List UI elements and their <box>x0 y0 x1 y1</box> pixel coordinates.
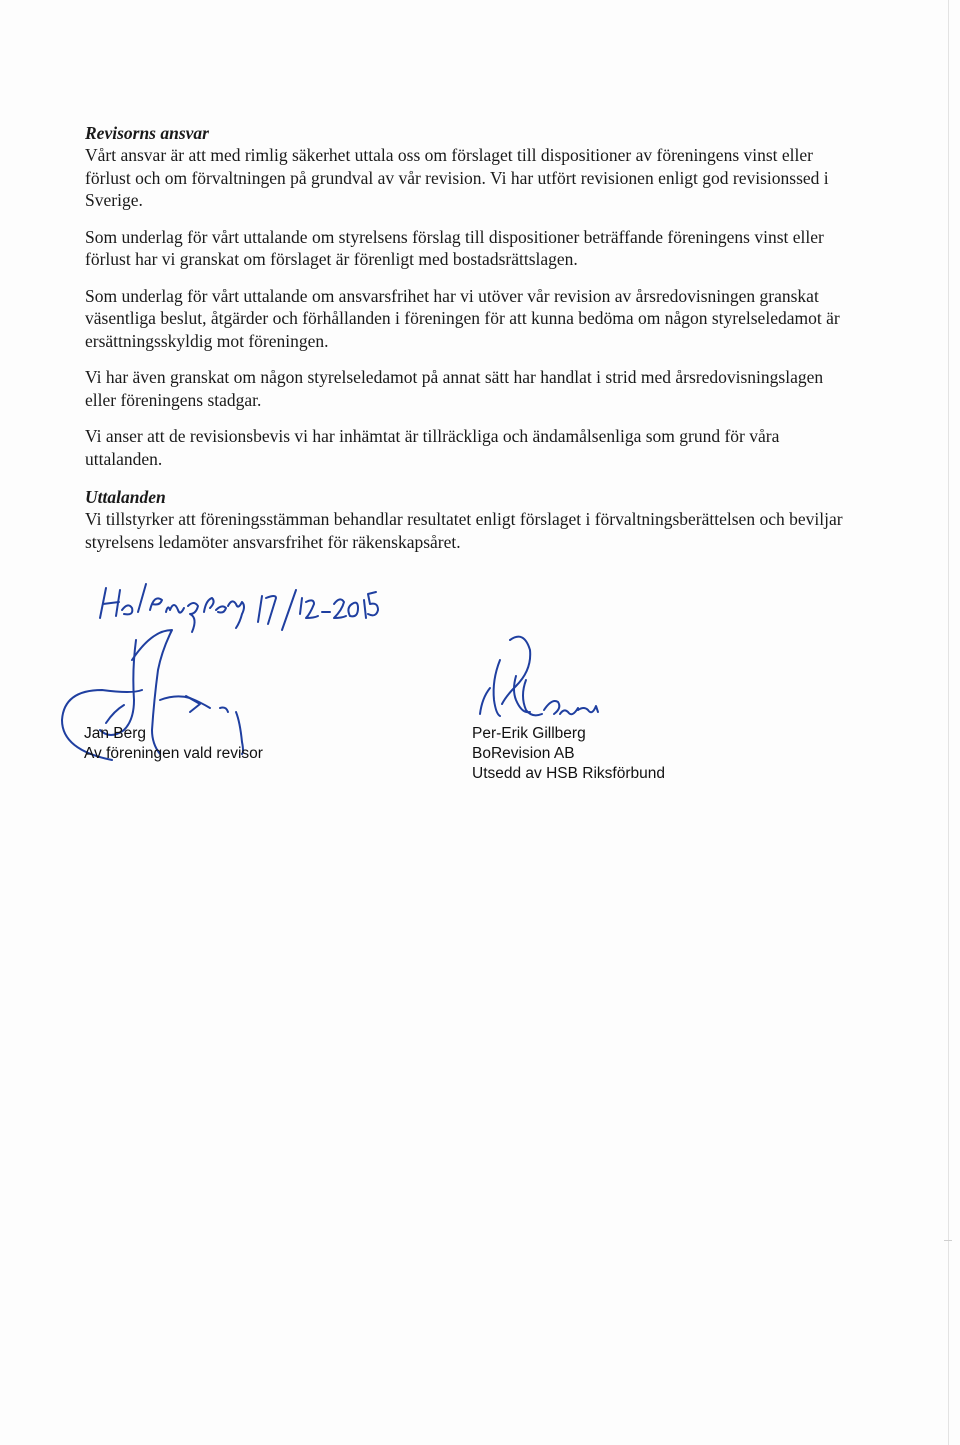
signatory-role: Av föreningen vald revisor <box>84 745 263 762</box>
section-heading-uttalanden: Uttalanden <box>85 487 166 507</box>
paragraph: Som underlag för vårt uttalande om styrelsens förslag till dispositioner beträffande föreningens vinst eller förlust har vi granskat om förslaget är förenligt med bostadsrättslagen. <box>85 226 824 269</box>
signatory-appointed: Utsedd av HSB Riksförbund <box>472 765 665 782</box>
signatory-company: BoRevision AB <box>472 745 575 762</box>
paragraph: Som underlag för vårt uttalande om ansvarsfrihet har vi utöver vår revision av årsredovisningen granskat väsentliga beslut, åtgärder och förhållanden i föreningen för att kunna bedöma om någon styrelseledamot är ersättningsskyldig mot föreningen. <box>85 285 840 351</box>
paragraph: Vi anser att de revisionsbevis vi har inhämtat är tillräckliga och ändamålsenliga som grund för våra uttalanden. <box>85 426 780 469</box>
signatory-per-erik-gillberg <box>472 724 665 784</box>
paragraph: Vårt ansvar är att med rimlig säkerhet uttala oss om förslaget till dispositioner av föreningens vinst eller förlust och om förvaltningen på grundval av vår revision. Vi har utfört revisionen enligt god revisionssed i Sverige. <box>85 145 829 210</box>
signatory-name: Jan Berg <box>84 725 147 742</box>
signatory-name: Per-Erik Gillberg <box>472 725 586 742</box>
paragraph: Vi tillstyrker att föreningsstämman behandlar resultatet enligt förslaget i förvaltningsberättelsen och beviljar styrelsens ledamöter ansvarsfrihet för räkenskapsåret. <box>85 509 843 552</box>
paragraph: Vi har även granskat om någon styrelseledamot på annat sätt har handlat i strid med årsredovisningslagen eller föreningens stadgar. <box>85 367 824 410</box>
section-heading-revisorns-ansvar: Revisorns ansvar <box>85 123 209 143</box>
signatory-jan-berg <box>84 724 263 764</box>
